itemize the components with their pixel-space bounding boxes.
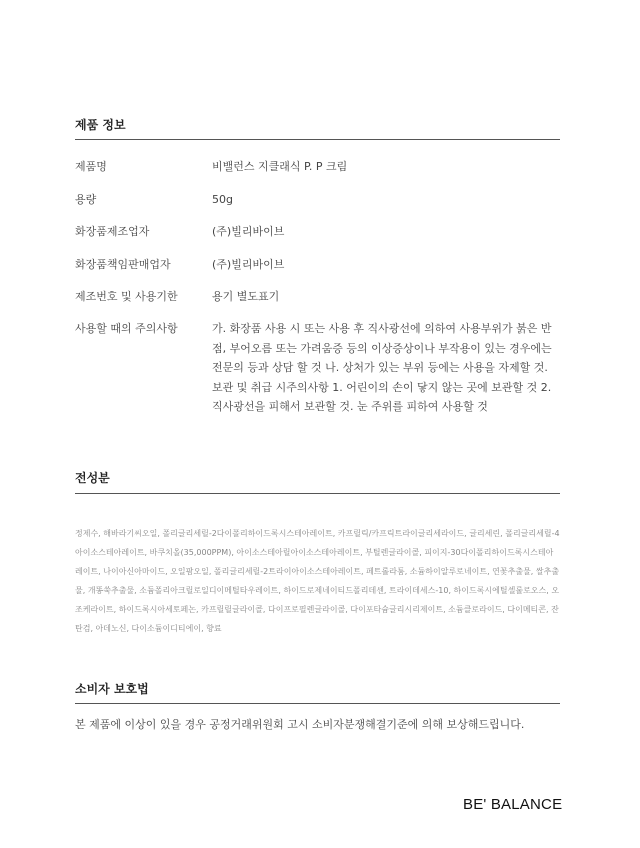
info-value: 가. 화장품 사용 시 또는 사용 후 직사광선에 의하여 사용부위가 붉은 반점, 부어오름 또는 가려움증 등의 이상증상이나 부작용이 있는 경우에는 전문의 등과 상담 할 것 나. 상처가 있는 부위 등에는 사용을 자제할 것. 보관 및 취급 시주의사항 1. 어린이의 손이 닿지 않는 곳에 보관할 것 2. 직사광선을 피해서 보관할 것. 눈 주위를 피하여 사용할 것 (212, 322, 552, 413)
product-info-title: 제품 정보 (75, 118, 126, 132)
info-value: 용기 별도표기 (212, 290, 280, 303)
consumer-protection-divider (75, 703, 560, 704)
info-label: 제조번호 및 사용기한 (75, 290, 178, 303)
info-label: 화장품제조업자 (75, 225, 150, 238)
consumer-protection-text: 본 제품에 이상이 있을 경우 공정거래위원회 고시 소비자분쟁해결기준에 의해 보상해드립니다. (75, 718, 525, 731)
info-value: 비밸런스 지클래식 P. P 크림 (212, 160, 348, 173)
product-info-divider (75, 139, 560, 140)
info-value: (주)빌리바이브 (212, 225, 285, 238)
info-value: (주)빌리바이브 (212, 258, 285, 271)
info-label: 제품명 (75, 160, 107, 173)
info-label: 사용할 때의 주의사항 (75, 322, 178, 335)
ingredients-title: 전성분 (75, 471, 110, 485)
info-label: 화장품책임판매업자 (75, 258, 171, 271)
consumer-protection-title: 소비자 보호법 (75, 682, 149, 696)
ingredients-divider (75, 493, 560, 494)
ingredients-list: 정제수, 해바라기씨오일, 폴리글리세릴-2다이폴리하이드록시스테아레이트, 카프릴릭/카프릭트라이글리세라이드, 글리세린, 폴리글리세릴-4아이소스테아레이트, 바쿠치올(35,000PPM), 아이소스테아릴아이소스테아레이트, 부틸렌글라이콜, 피이지-30다이폴리하이드록시스테아레이트, 나이아신아마이드, 오일팜오일, 폴리글리세릴-2트라이아이소스테아레이트, 페트롤라툼, 소듐하이알루로네이트, 연꽃추출물, 쌀추출물, 개똥쑥추출물, 소듐폴리아크릴로일디이메틸타우레이트, 하이드로제네이티드폴리데센, 트라이데세스-10, 하이드록시에틸셀룰로오스, 오조케라이트, 하이드록시아세토페논, 카프릴릴글라이콜, 다이프로필렌글라이콜, 다이포타슘글리시리제이트, 소듐클로라이드, 다이메티콘, 잔탄검, 아데노신, 다이소듐이디티에이, 향료 (75, 529, 560, 633)
info-label: 용량 (75, 193, 97, 206)
info-value: 50g (212, 193, 233, 206)
brand-logo: BE' BALANCE (463, 796, 563, 813)
